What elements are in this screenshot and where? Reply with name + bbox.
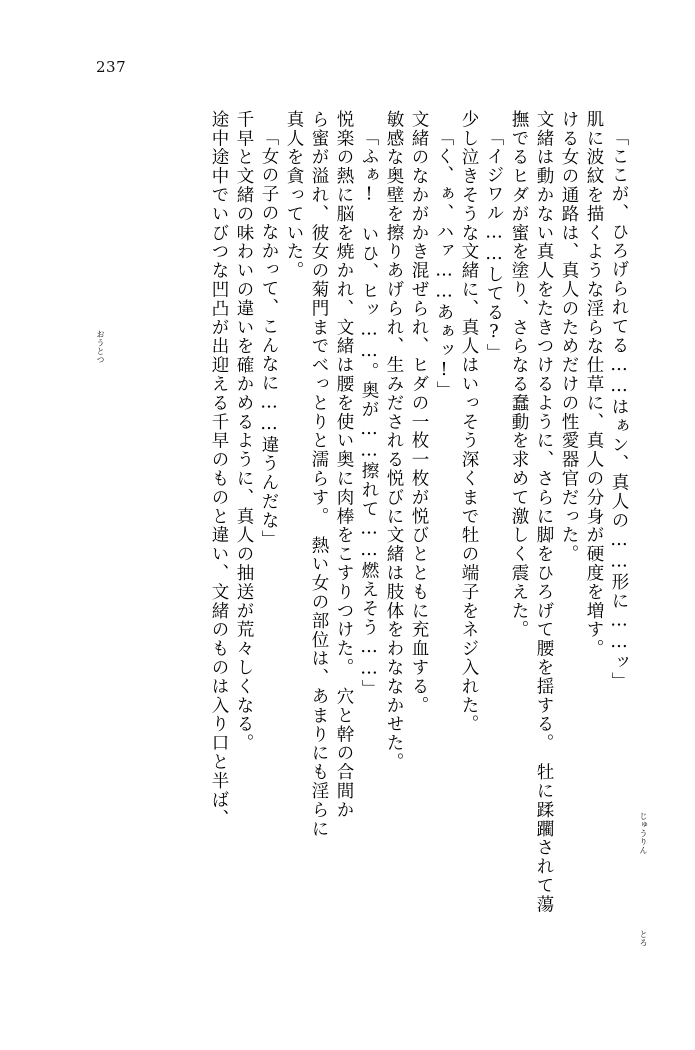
text-column: 千早と文緒の味わいの違いを確かめるように、真人の抽送が荒々しくなる。 — [234, 110, 254, 753]
text-column: 撫でるヒダが蜜を塗り、さらなる蠢動を求めて激しく震えた。 — [509, 110, 529, 640]
text-column: 途中途中でいびつな凹凸が出迎える千早のものと違い、文緒のものは入り口と半ば、 — [209, 110, 229, 829]
page-number: 237 — [96, 58, 127, 76]
text-column: 悦楽の熱に脳を焼かれ、文緒は腰を使い奥に肉棒をこすりつけた。 穴と幹の合間か — [334, 110, 354, 820]
text-column: 「ここが、ひろげられてる……はぁン、真人の……形に……ッ」 — [609, 128, 629, 692]
text-column: 「女の子のなかって、こんなに……違うんだな」 — [259, 128, 279, 549]
text-column: 「ふぁ! いひ、ヒッ……。奥が……擦れて……燃えそう……」 — [359, 128, 379, 699]
text-column: 肌に波紋を描くような淫らな仕草に、真人の分身が硬度を増す。 — [584, 110, 604, 659]
ruby-annotation: じゅうりん — [639, 812, 648, 855]
text-column: 文緒は動かない真人をたきつけるように、さらに脚をひろげて腰を揺する。 牡に蹂躙されて蕩 — [534, 110, 554, 914]
ruby-annotation: おうとつ — [96, 330, 105, 364]
text-column: ける女の通路は、真人のためだけの性愛器官だった。 — [559, 110, 579, 564]
text-column: 敏感な奥壁を擦りあげられ、生みだされる悦びに文緒は肢体をわななかせた。 — [384, 110, 404, 772]
ruby-annotation: とろ — [639, 930, 648, 947]
text-column: ら蜜が溢れ、彼女の菊門までべっとりと濡らす。 熱い女の部位は、あまりにも淫らに — [309, 110, 329, 839]
vertical-text-body — [82, 110, 627, 990]
text-column: 「く、ぁ、ハァ……あぁッ!」 — [434, 128, 454, 401]
text-column: 文緒のなかがかき混ぜられ、ヒダの一枚一枚が悦びとともに充血する。 — [409, 110, 429, 715]
text-column: 「イジワル……してる?」 — [484, 128, 504, 363]
text-column: 少し泣きそうな文緒に、真人はいっそう深くまで牡の端子をネジ入れた。 — [459, 110, 479, 734]
text-column: 真人を貪っていた。 — [284, 110, 304, 281]
